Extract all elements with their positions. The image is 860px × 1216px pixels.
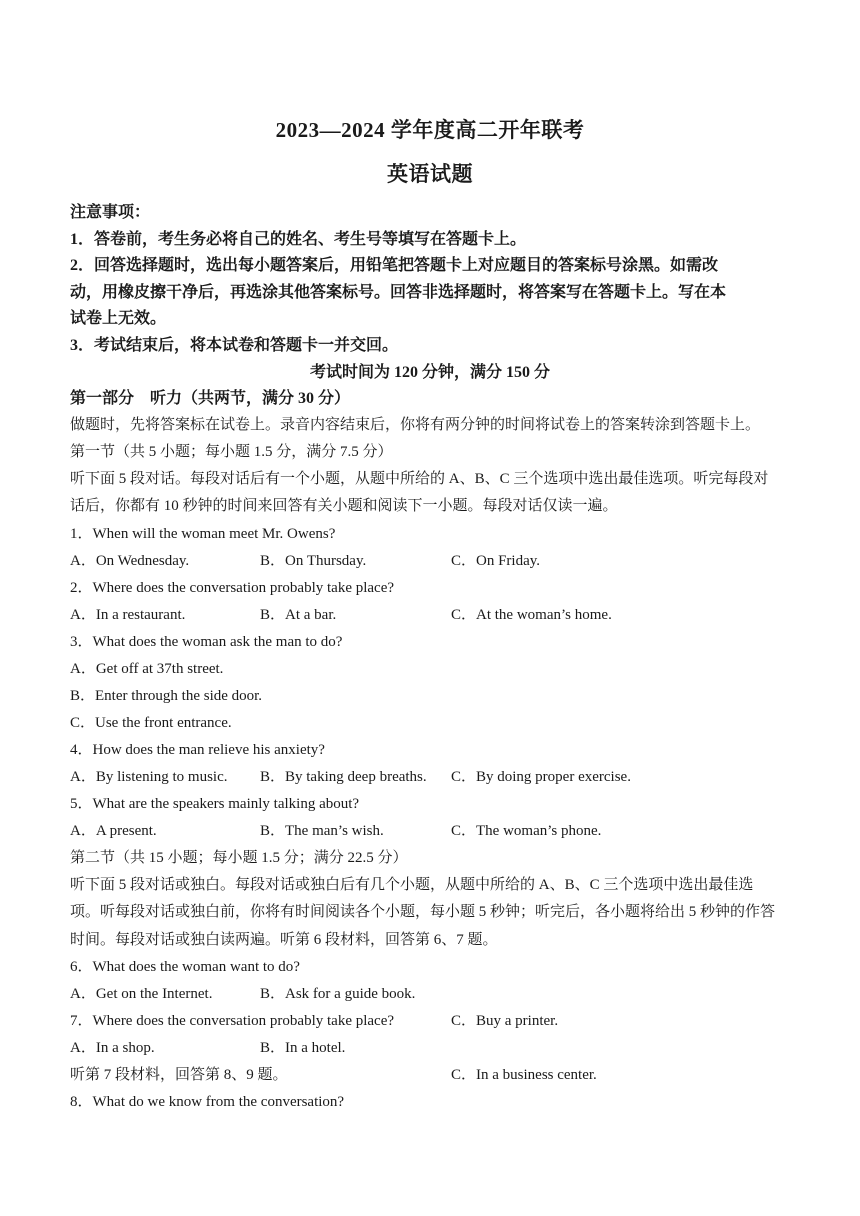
option-a: A．In a restaurant. — [70, 607, 186, 623]
section2-heading: 第二节（共 15 小题；每小题 1.5 分；满分 22.5 分） — [70, 850, 408, 866]
question-7-stem: 7．Where does the conversation probably take place? — [70, 1013, 395, 1029]
part1-intro: 做题时，先将答案标在试卷上。录音内容结束后，你将有两分钟的时间将试卷上的答案转涂到答题卡上。 — [70, 417, 761, 433]
part1-heading: 第一部分 听力（共两节，满分 30 分） — [70, 390, 351, 407]
question-3-stem: 3．What does the woman ask the man to do? — [70, 634, 343, 650]
notice-item-2-line-1: 2．回答选择题时，选出每小题答案后，用铅笔把答题卡上对应题目的答案标号涂黑。如需改 — [70, 257, 719, 274]
option-c: C．At the woman’s home. — [451, 607, 612, 623]
option-b: B．Ask for a guide book. — [260, 986, 416, 1002]
question-3-option-c: C．Use the front entrance. — [70, 715, 232, 731]
question-3-option-b: B．Enter through the side door. — [70, 688, 263, 704]
option-b: B．On Thursday. — [260, 553, 367, 569]
notice-heading: 注意事项： — [70, 204, 151, 221]
option-c: C．By doing proper exercise. — [451, 769, 631, 785]
question-3-option-a: A．Get off at 37th street. — [70, 661, 224, 677]
option-a: A．By listening to music. — [70, 769, 228, 785]
section2-instructions-line-1: 听下面 5 段对话或独白。每段对话或独白后有几个小题，从题中所给的 A、B、C 三个选项中选出最佳选 — [70, 877, 754, 893]
question-6-stem: 6．What does the woman want to do? — [70, 959, 300, 975]
option-c: C．On Friday. — [451, 553, 541, 569]
section2-instructions-line-3: 时间。每段对话或独白读两遍。听第 6 段材料，回答第 6、7 题。 — [70, 932, 498, 948]
notice-item-1: 1．答卷前，考生务必将自己的姓名、考生号等填写在答题卡上。 — [70, 231, 527, 248]
section2-instructions-line-2: 项。听每段对话或独白前，你将有时间阅读各个小题，每小题 5 秒钟；听完后，各小题将给出 5 秒钟的作答 — [70, 904, 776, 920]
notice-item-2-line-3: 试卷上无效。 — [70, 310, 167, 327]
paragraph-7-note: 听第 7 段材料，回答第 8、9 题。 — [70, 1067, 288, 1083]
exam-subtitle: 英语试题 — [387, 162, 473, 186]
option-b: B．By taking deep breaths. — [260, 769, 427, 785]
section1-instructions-line-2: 话后，你都有 10 秒钟的时间来回答有关小题和阅读下一小题。每段对话仅读一遍。 — [70, 498, 618, 514]
option-a: A．Get on the Internet. — [70, 986, 213, 1002]
question-4-stem: 4．How does the man relieve his anxiety? — [70, 742, 325, 758]
question-6-option-c: C．Buy a printer. — [451, 1013, 559, 1029]
question-8-stem: 8．What do we know from the conversation? — [70, 1094, 345, 1110]
option-b: B．In a hotel. — [260, 1040, 346, 1056]
option-a: A．On Wednesday. — [70, 553, 190, 569]
section1-instructions-line-1: 听下面 5 段对话。每段对话后有一个小题，从题中所给的 A、B、C 三个选项中选出最佳选项。听完每段对 — [70, 471, 769, 487]
option-c: C．The woman’s phone. — [451, 823, 602, 839]
question-7-option-c: C．In a business center. — [451, 1067, 597, 1083]
option-b: B．At a bar. — [260, 607, 337, 623]
option-a: A．In a shop. — [70, 1040, 155, 1056]
section1-heading: 第一节（共 5 小题；每小题 1.5 分，满分 7.5 分） — [70, 444, 393, 460]
question-5-stem: 5．What are the speakers mainly talking about? — [70, 796, 360, 812]
option-a: A．A present. — [70, 823, 157, 839]
notice-item-2-line-2: 动，用橡皮擦干净后，再选涂其他答案标号。回答非选择题时，将答案写在答题卡上。写在本 — [70, 284, 727, 301]
exam-time: 考试时间为 120 分钟，满分 150 分 — [309, 364, 550, 381]
option-b: B．The man’s wish. — [260, 823, 384, 839]
question-1-stem: 1．When will the woman meet Mr. Owens? — [70, 526, 336, 542]
question-2-stem: 2．Where does the conversation probably take place? — [70, 580, 395, 596]
exam-title: 2023—2024 学年度高二开年联考 — [275, 118, 585, 142]
notice-item-3: 3．考试结束后，将本试卷和答题卡一并交回。 — [70, 337, 399, 354]
